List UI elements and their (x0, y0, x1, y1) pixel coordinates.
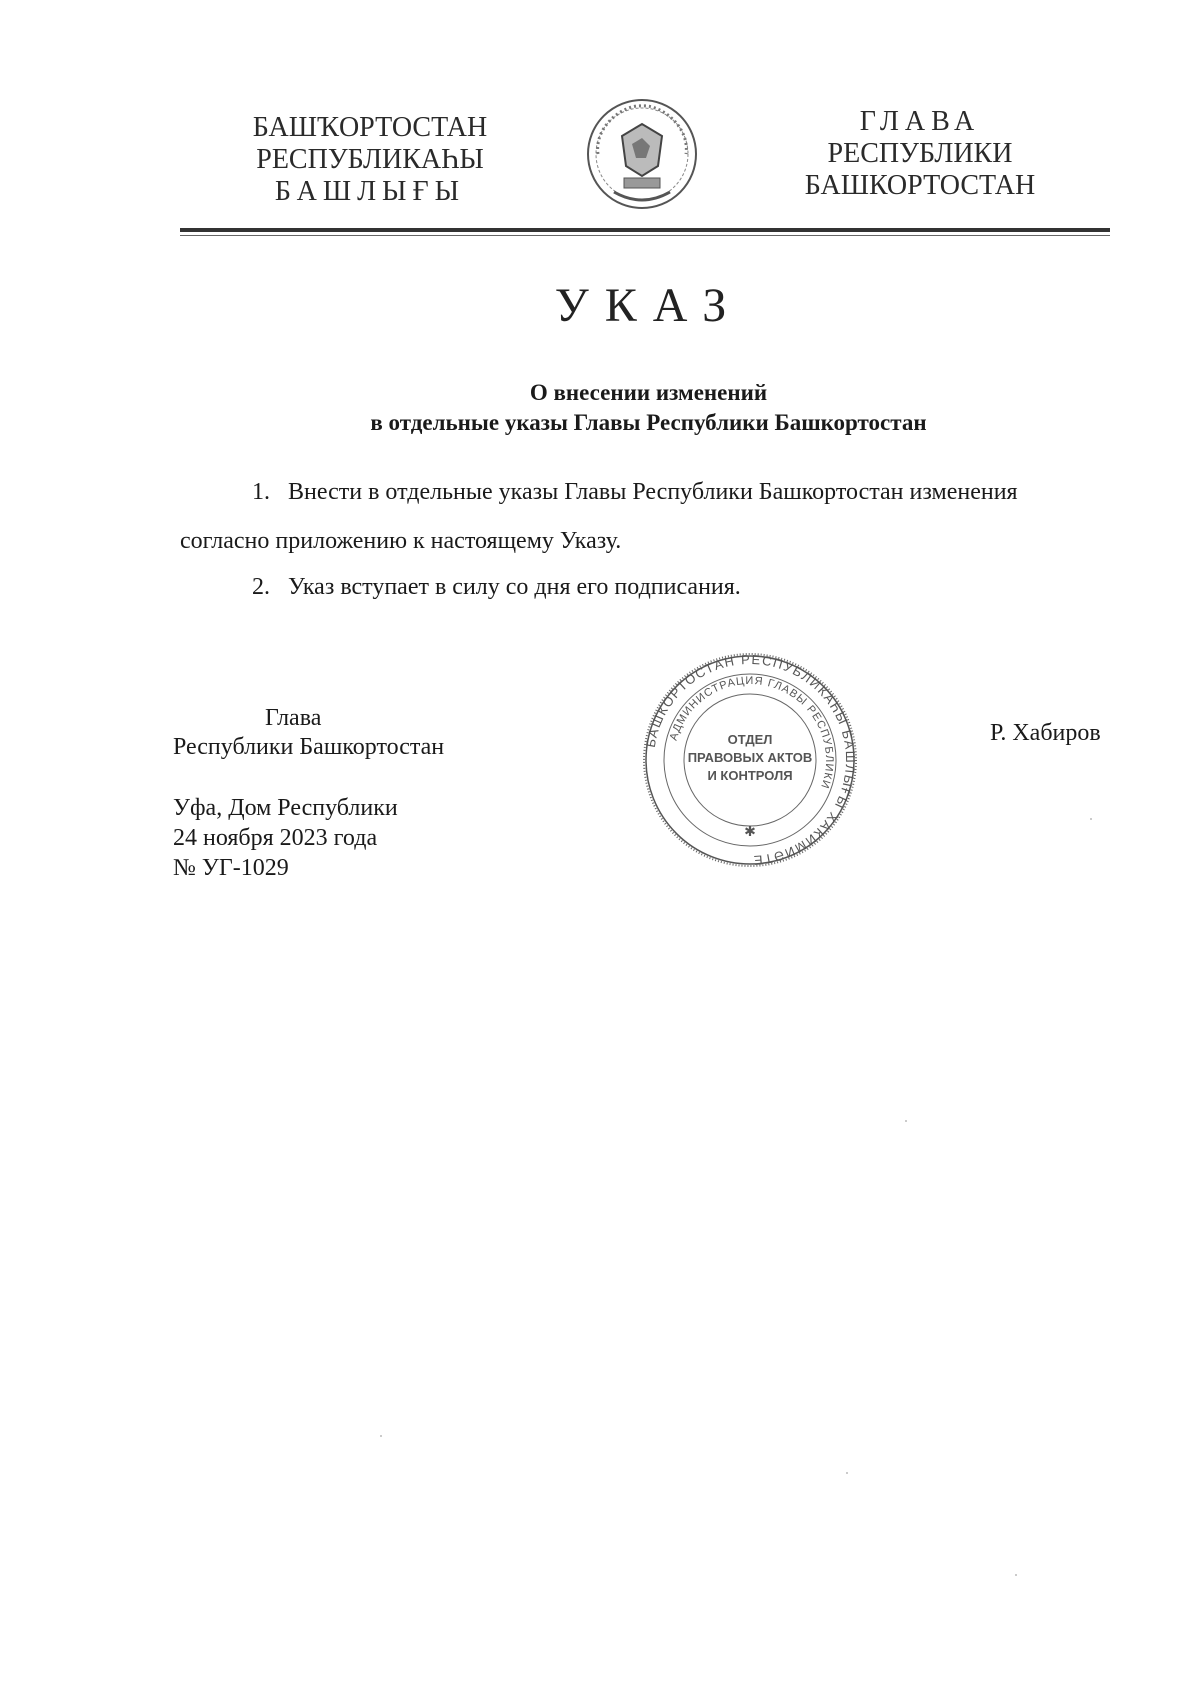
item-2 (252, 573, 741, 601)
item-1 (252, 478, 1018, 506)
scan-speck (1015, 1574, 1017, 1576)
coat-of-arms-emblem (584, 96, 700, 212)
signatory-position-line-2: Республики Башкортостан (173, 734, 445, 760)
official-stamp (640, 650, 860, 870)
stamp-star-icon: ✱ (744, 823, 756, 839)
scan-speck (905, 1120, 907, 1122)
document-subject (0, 378, 1200, 438)
stamp-inner-text: АДМИНИСТРАЦИЯ ГЛАВЫ РЕСПУБЛИКИ (667, 674, 836, 791)
header-left-line-3: БАШЛЫҒЫ (274, 176, 466, 207)
item-2-number: 2. (252, 574, 270, 600)
scan-speck (1090, 818, 1092, 820)
item-2-text: Указ вступает в силу со дня его подписания. (288, 574, 741, 600)
signing-place: Уфа, Дом Республики (173, 795, 398, 821)
item-1-text: Внести в отдельные указы Главы Республики Башкортостан изменения (288, 479, 1018, 505)
header-left-line-2: РЕСПУБЛИКАҺЫ (256, 144, 484, 175)
stamp-outer-text: БАШКОРТОСТАН РЕСПУБЛИКАҺЫ БАШЛЫҒЫ ХАКИМИӘТЕ (642, 651, 859, 869)
item-1-continuation: согласно приложению к настоящему Указу. (180, 528, 622, 554)
header-left-block (220, 112, 520, 208)
signatory-position-line-1: Глава (265, 705, 322, 731)
header-divider-thick (180, 228, 1110, 232)
header-right-line-2: РЕСПУБЛИКИ (827, 138, 1013, 169)
subject-line-1: О внесении изменений (529, 380, 768, 405)
signing-date: 24 ноября 2023 года (173, 825, 378, 851)
scan-speck (846, 1472, 848, 1474)
document-number: № УГ-1029 (173, 855, 289, 881)
header-left-line-1: БАШҠОРТОСТАН (252, 112, 488, 143)
stamp-center-line-3: И КОНТРОЛЯ (707, 768, 793, 783)
scan-speck (380, 1435, 382, 1437)
header-right-block (770, 106, 1070, 202)
stamp-center-line-1: ОТДЕЛ (727, 732, 773, 747)
subject-line-2: в отдельные указы Главы Республики Башкортостан (370, 410, 927, 435)
header-divider-thin (180, 235, 1110, 236)
stamp-center-line-2: ПРАВОВЫХ АКТОВ (687, 750, 813, 765)
document-title: УКАЗ (554, 279, 743, 332)
item-1-number: 1. (252, 479, 270, 505)
header-right-line-1: ГЛАВА (859, 106, 981, 137)
signatory-name: Р. Хабиров (990, 720, 1101, 746)
header-right-line-3: БАШКОРТОСТАН (804, 170, 1036, 201)
